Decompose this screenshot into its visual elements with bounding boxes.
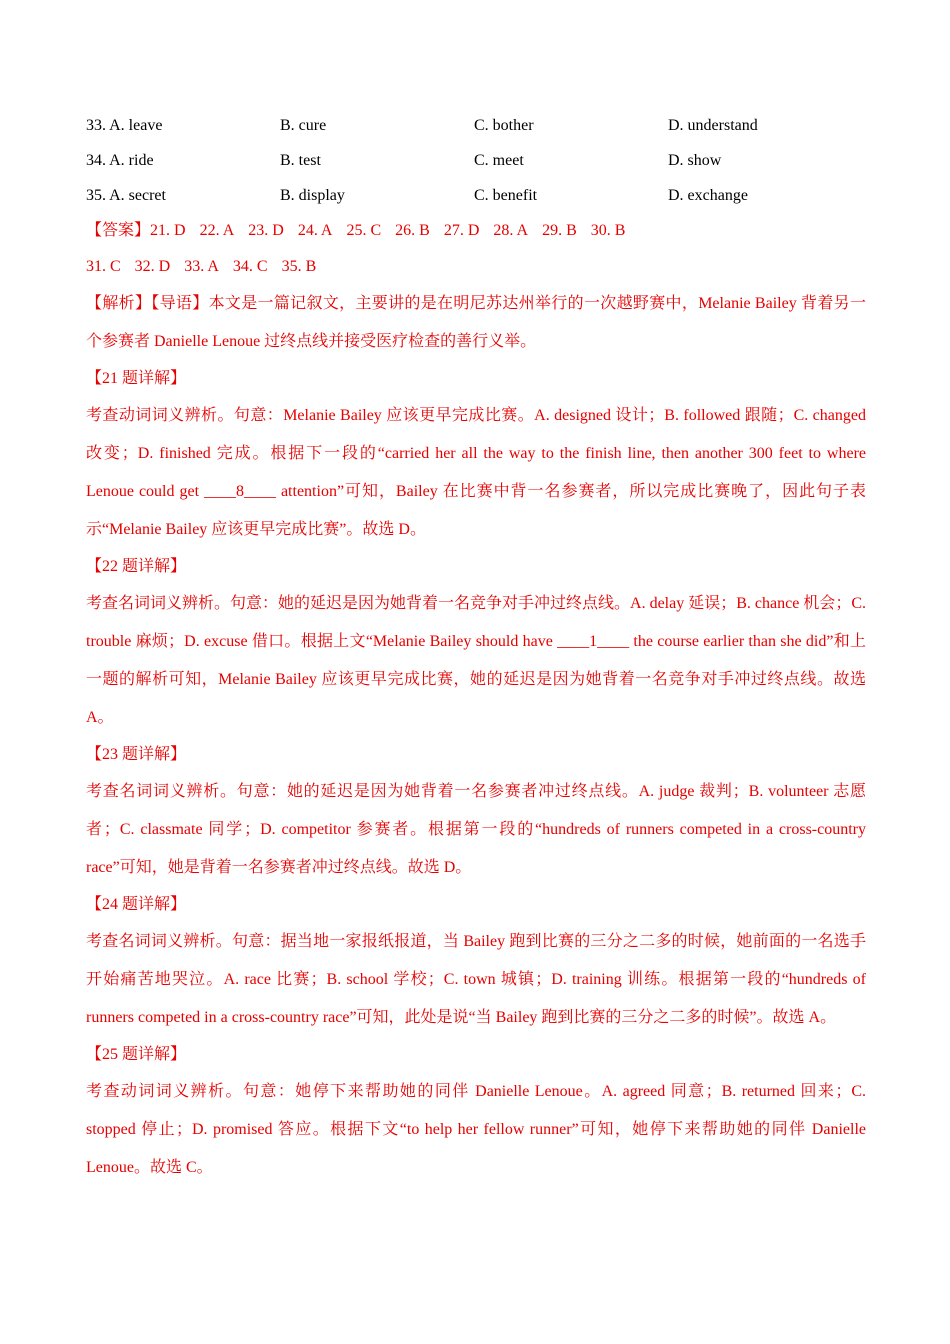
detail-heading-25: 【25 题详解】 [86,1046,187,1063]
option-c: C. meet [474,151,524,169]
option-c: C. benefit [474,186,538,204]
detail-heading-24: 【24 题详解】 [86,896,187,913]
option-row-33 [86,108,866,143]
option-d: D. show [668,151,722,169]
detail-text-23: 考查名词词义辨析。句意：她的延迟是因为她背着一名参赛者冲过终点线。A. judge 裁判；B. volunteer 志愿者；C. classmate 同学；D. competitor 参赛者。根据第一段的“hundreds of runners competed in a cross-country race”可知，她是背着一名参赛者冲过终点线。故选 D。 [86,783,866,876]
option-d: D. exchange [668,186,748,204]
answer-item: 34. C [232,258,268,275]
option-row-35 [86,178,866,213]
answer-item: 23. D [248,222,284,239]
detail-text-21: 考查动词词义辨析。句意：Melanie Bailey 应该更早完成比赛。A. designed 设计；B. followed 跟随；C. changed 改变；D. finished 完成。根据下一段的“carried her all the way to the finish line, then another 300 feet to where Lenoue could get ____8____ attention”可知，Bailey 在比赛中背一名参赛者，所以完成比赛晚了，因此句子表示“Melanie Bailey 应该更早完成比赛”。故选 D。 [86,407,866,538]
answer-item: 26. B [395,222,430,239]
answer-item: 29. B [542,222,577,239]
answer-item: 21. D [150,222,186,239]
option-a: 35. A. secret [86,186,166,204]
answer-item: 30. B [590,222,626,239]
answer-item: 32. D [134,258,171,275]
analysis-intro: 【解析】【导语】本文是一篇记叙文，主要讲的是在明尼苏达州举行的一次越野赛中，Melanie Bailey 背着另一个参赛者 Danielle Lenoue 过终点线并接受医疗检查的善行义举。 [86,295,866,350]
detail-text-25: 考查动词词义辨析。句意：她停下来帮助她的同伴 Danielle Lenoue。A. agreed 同意；B. returned 回来；C. stopped 停止；D. promised 答应。根据下文“to help her fellow runner”可知，她停下来帮助她的同伴 Danielle Lenoue。故选 C。 [86,1083,866,1176]
answer-item: 28. A [493,222,529,239]
answer-item: 35. B [281,258,317,275]
option-c: C. bother [474,116,534,134]
option-d: D. understand [668,116,758,134]
detail-heading-23: 【23 题详解】 [86,746,187,763]
answer-item: 33. A [184,258,219,275]
option-b: B. test [280,151,321,169]
answer-item: 31. C [86,258,121,275]
answer-item: 25. C [346,222,382,239]
option-b: B. display [280,186,345,204]
answer-item: 24. A [297,222,333,239]
answer-item: 22. A [199,222,235,239]
answer-line-2 [86,249,866,285]
detail-heading-22: 【22 题详解】 [86,558,187,575]
answer-item: 27. D [443,222,480,239]
answer-line-1 [86,213,866,249]
option-b: B. cure [280,116,327,134]
answer-label: 【答案】 [86,222,151,239]
option-row-34 [86,143,866,178]
detail-text-24: 考查名词词义辨析。句意：据当地一家报纸报道，当 Bailey 跑到比赛的三分之二多的时候，她前面的一名选手开始痛苦地哭泣。A. race 比赛；B. school 学校；C. town 城镇；D. training 训练。根据第一段的“hundreds of runners competed in a cross-country race”可知，此处是说“当 Bailey 跑到比赛的三分之二多的时候”。故选 A。 [86,933,866,1026]
option-a: 33. A. leave [86,116,163,134]
detail-text-22: 考查名词词义辨析。句意：她的延迟是因为她背着一名竞争对手冲过终点线。A. delay 延误；B. chance 机会；C. trouble 麻烦；D. excuse 借口。根据上文“Melanie Bailey should have ____1____ the course earlier than she did”和上一题的解析可知，Melanie Bailey 应该更早完成比赛，她的延迟是因为她背着一名竞争对手冲过终点线。故选 A。 [86,595,866,726]
option-a: 34. A. ride [86,151,154,169]
detail-heading-21: 【21 题详解】 [86,370,187,387]
document-page [86,108,866,1187]
